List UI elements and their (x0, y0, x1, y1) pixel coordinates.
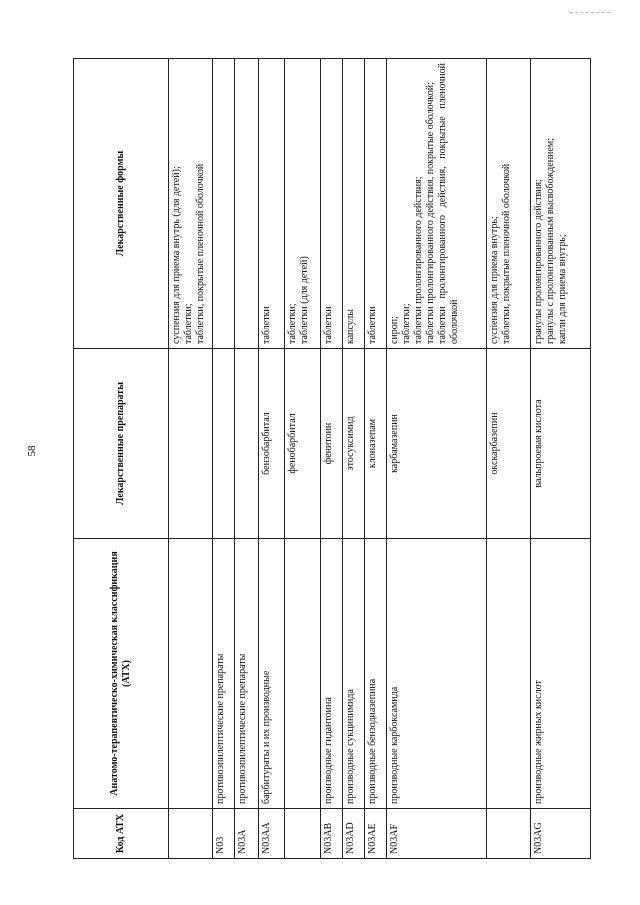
table-row (531, 59, 591, 859)
table-cell-drug: карбамазепин (387, 349, 487, 539)
table-cell-classification: производные жирных кислот (531, 539, 591, 809)
table-header-row (74, 59, 169, 859)
dosage-form-item: таблетки пролонгированного действия, покрытые пленочной оболочкой (437, 63, 460, 344)
table-cell-forms (259, 59, 285, 349)
table-cell-code: N03AE (365, 809, 387, 859)
table-cell-classification: производные карбоксамида (387, 539, 487, 809)
table-cell-drug (213, 349, 235, 539)
table-cell-classification: противоэпилептические препараты (235, 539, 259, 809)
table-cell-code: N03AD (343, 809, 365, 859)
table-cell-code (487, 809, 531, 859)
table-cell-code: N03A (235, 809, 259, 859)
dosage-form-item: таблетки; (183, 303, 194, 344)
dosage-form-item: капсулы (345, 309, 356, 344)
table-cell-forms (487, 59, 531, 349)
table-cell-drug: фенобарбитал (285, 349, 321, 539)
header-classification: Анатомо-терапевтическо-химическая классификация (АТХ) (74, 539, 169, 809)
table-cell-forms (213, 59, 235, 349)
table-row (487, 59, 531, 859)
dosage-form-item: таблетки, покрытые пленочной оболочкой (501, 163, 512, 344)
dosage-form-item: капли для приема внутрь; (557, 234, 568, 344)
table-cell-drug: бензобарбитал (259, 349, 285, 539)
header-forms: Лекарственные формы (74, 59, 169, 349)
dosage-form-item: таблетки; (287, 303, 298, 344)
table-row (235, 59, 259, 859)
table-cell-classification (487, 539, 531, 809)
table-cell-code: N03AB (321, 809, 343, 859)
table-cell-drug: окскарбазепин (487, 349, 531, 539)
table-cell-classification (169, 539, 213, 809)
table-cell-drug: фенитоин (321, 349, 343, 539)
table-row (365, 59, 387, 859)
table-cell-forms (285, 59, 321, 349)
rotated-table-container (73, 59, 583, 859)
table-row (259, 59, 285, 859)
page-number: 58 (26, 445, 38, 457)
table-cell-forms (387, 59, 487, 349)
dosage-form-item: таблетки, покрытые пленочной оболочкой (195, 163, 206, 344)
dosage-form-item: таблетки (261, 306, 272, 344)
table-cell-code (285, 809, 321, 859)
table-cell-code: N03 (213, 809, 235, 859)
table-cell-code: N03AG (531, 809, 591, 859)
table-row (343, 59, 365, 859)
table-cell-forms (235, 59, 259, 349)
drug-table (73, 58, 591, 859)
table-cell-drug (235, 349, 259, 539)
table-cell-code (169, 809, 213, 859)
header-code: Код АТХ (74, 809, 169, 859)
dosage-form-item: гранулы пролонгированного действия; (533, 179, 544, 344)
header-drugs: Лекарственные препараты (74, 349, 169, 539)
table-cell-classification (285, 539, 321, 809)
dosage-form-item: таблетки (323, 306, 334, 344)
table-cell-code: N03AF (387, 809, 487, 859)
dosage-form-item: таблетки пролонгированного действия, покрытые оболочкой; (425, 82, 436, 344)
table-cell-drug: клоназепам (365, 349, 387, 539)
table-cell-classification: противоэпилептические препараты (213, 539, 235, 809)
table-cell-forms (365, 59, 387, 349)
table-cell-classification: производные сукцинимида (343, 539, 365, 809)
table-cell-drug: этосуксимид (343, 349, 365, 539)
table-cell-forms (531, 59, 591, 349)
table-row (285, 59, 321, 859)
table-row (387, 59, 487, 859)
dosage-form-item: сироп; (389, 316, 400, 344)
dosage-form-item: гранулы с пролонгированным высвобождением; (545, 138, 556, 344)
dosage-form-item: таблетки; (401, 303, 412, 344)
table-row (169, 59, 213, 859)
dosage-form-item: таблетки (367, 306, 378, 344)
table-cell-code: N03AA (259, 809, 285, 859)
scan-mark (570, 12, 610, 13)
dosage-form-item: суспензия для приема внутрь (для детей); (171, 166, 182, 344)
table-cell-classification: производные бензодиазепина (365, 539, 387, 809)
dosage-form-item: суспензия для приема внутрь; (489, 216, 500, 344)
table-cell-forms (343, 59, 365, 349)
table-body (169, 59, 591, 859)
table-cell-forms (169, 59, 213, 349)
dosage-form-item: таблетки (для детей) (299, 256, 310, 344)
table-cell-drug: вальпроевая кислота (531, 349, 591, 539)
dosage-form-item: таблетки пролонгированного действия; (413, 176, 424, 344)
table-row (321, 59, 343, 859)
table-cell-classification: производные гидантоина (321, 539, 343, 809)
table-cell-drug (169, 349, 213, 539)
table-row (213, 59, 235, 859)
table-cell-forms (321, 59, 343, 349)
table-cell-classification: барбитураты и их производные (259, 539, 285, 809)
